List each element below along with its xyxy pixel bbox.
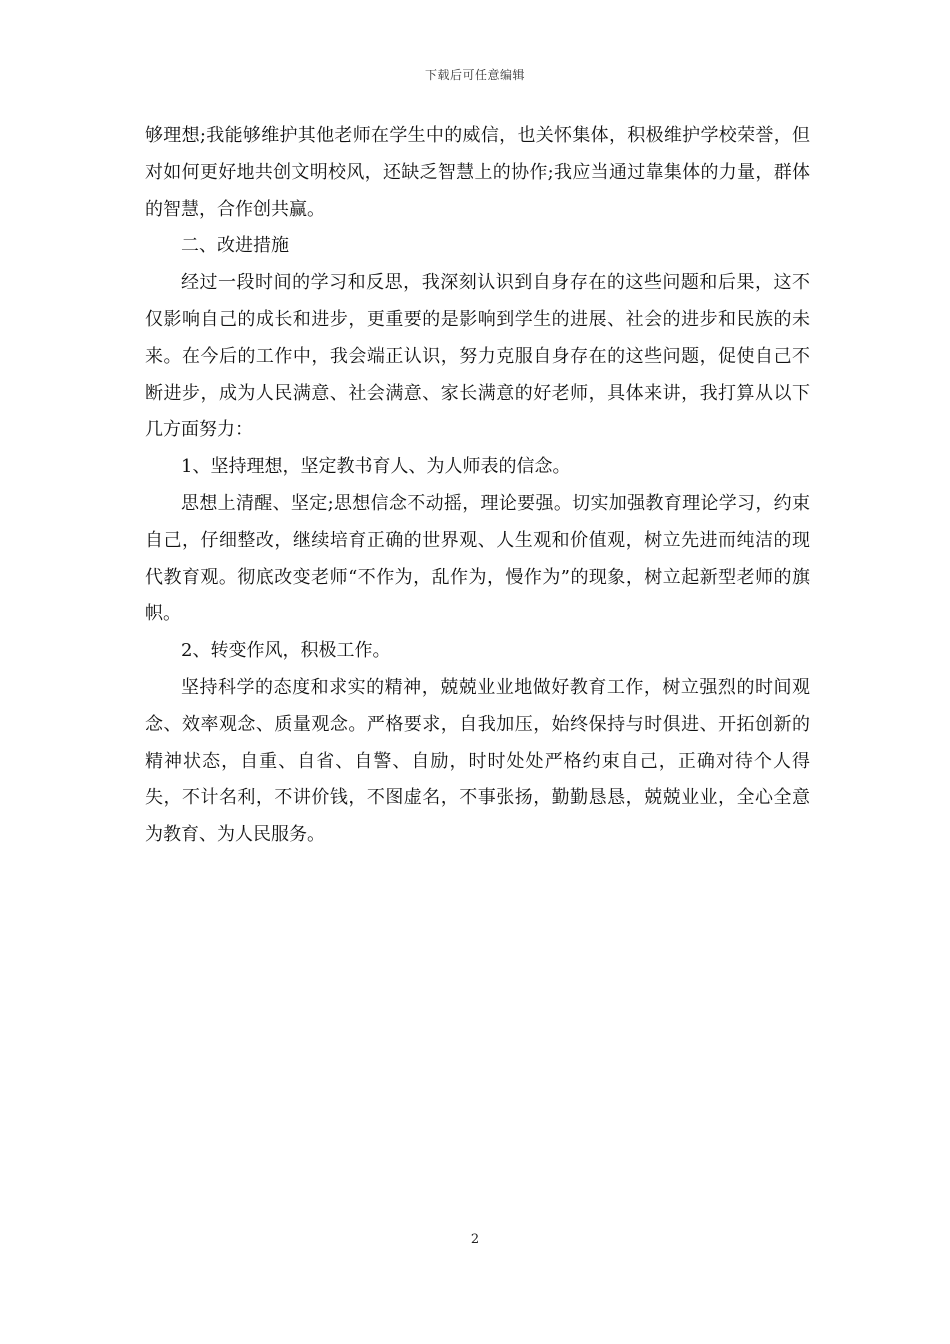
page-number: 2 [470, 1232, 480, 1247]
document-body [145, 118, 810, 854]
page-header: 下载后可任意编辑 [424, 68, 525, 82]
paragraph: 经过一段时间的学习和反思，我深刻认识到自身存在的这些问题和后果，这不仅影响自己的成长和进步，更重要的是影响到学生的进展、社会的进步和民族的未来。在今后的工作中，我会端正认识，努力克服自身存在的这些问题，促使自己不断进步，成为人民满意、社会满意、家长满意的好老师，具体来讲，我打算从以下几方面努力： [145, 272, 810, 441]
subheading: 2、转变作风，积极工作。 [181, 640, 391, 662]
subheading: 1、坚持理想，坚定教书育人、为人师表的信念。 [181, 456, 571, 478]
paragraph: 坚持科学的态度和求实的精神，兢兢业业地做好教育工作，树立强烈的时间观念、效率观念、质量观念。严格要求，自我加压，始终保持与时俱进、开拓创新的精神状态，自重、自省、自警、自励，时时处处严格约束自己，正确对待个人得失，不计名利，不讲价钱，不图虚名，不事张扬，勤勤恳恳，兢兢业业，全心全意为教育、为人民服务。 [145, 676, 810, 846]
paragraph: 够理想;我能够维护其他老师在学生中的威信，也关怀集体，积极维护学校荣誉，但对如何更好地共创文明校风，还缺乏智慧上的协作;我应当通过靠集体的力量，群体的智慧，合作创共赢。 [145, 125, 810, 220]
section-heading: 二、改进措施 [181, 235, 289, 257]
paragraph: 思想上清醒、坚定;思想信念不动摇，理论要强。切实加强教育理论学习，约束自己，仔细整改，继续培育正确的世界观、人生观和价值观，树立先进而纯洁的现代教育观。彻底改变老师“不作为，乱作为，慢作为”的现象，树立起新型老师的旗帜。 [145, 492, 810, 625]
